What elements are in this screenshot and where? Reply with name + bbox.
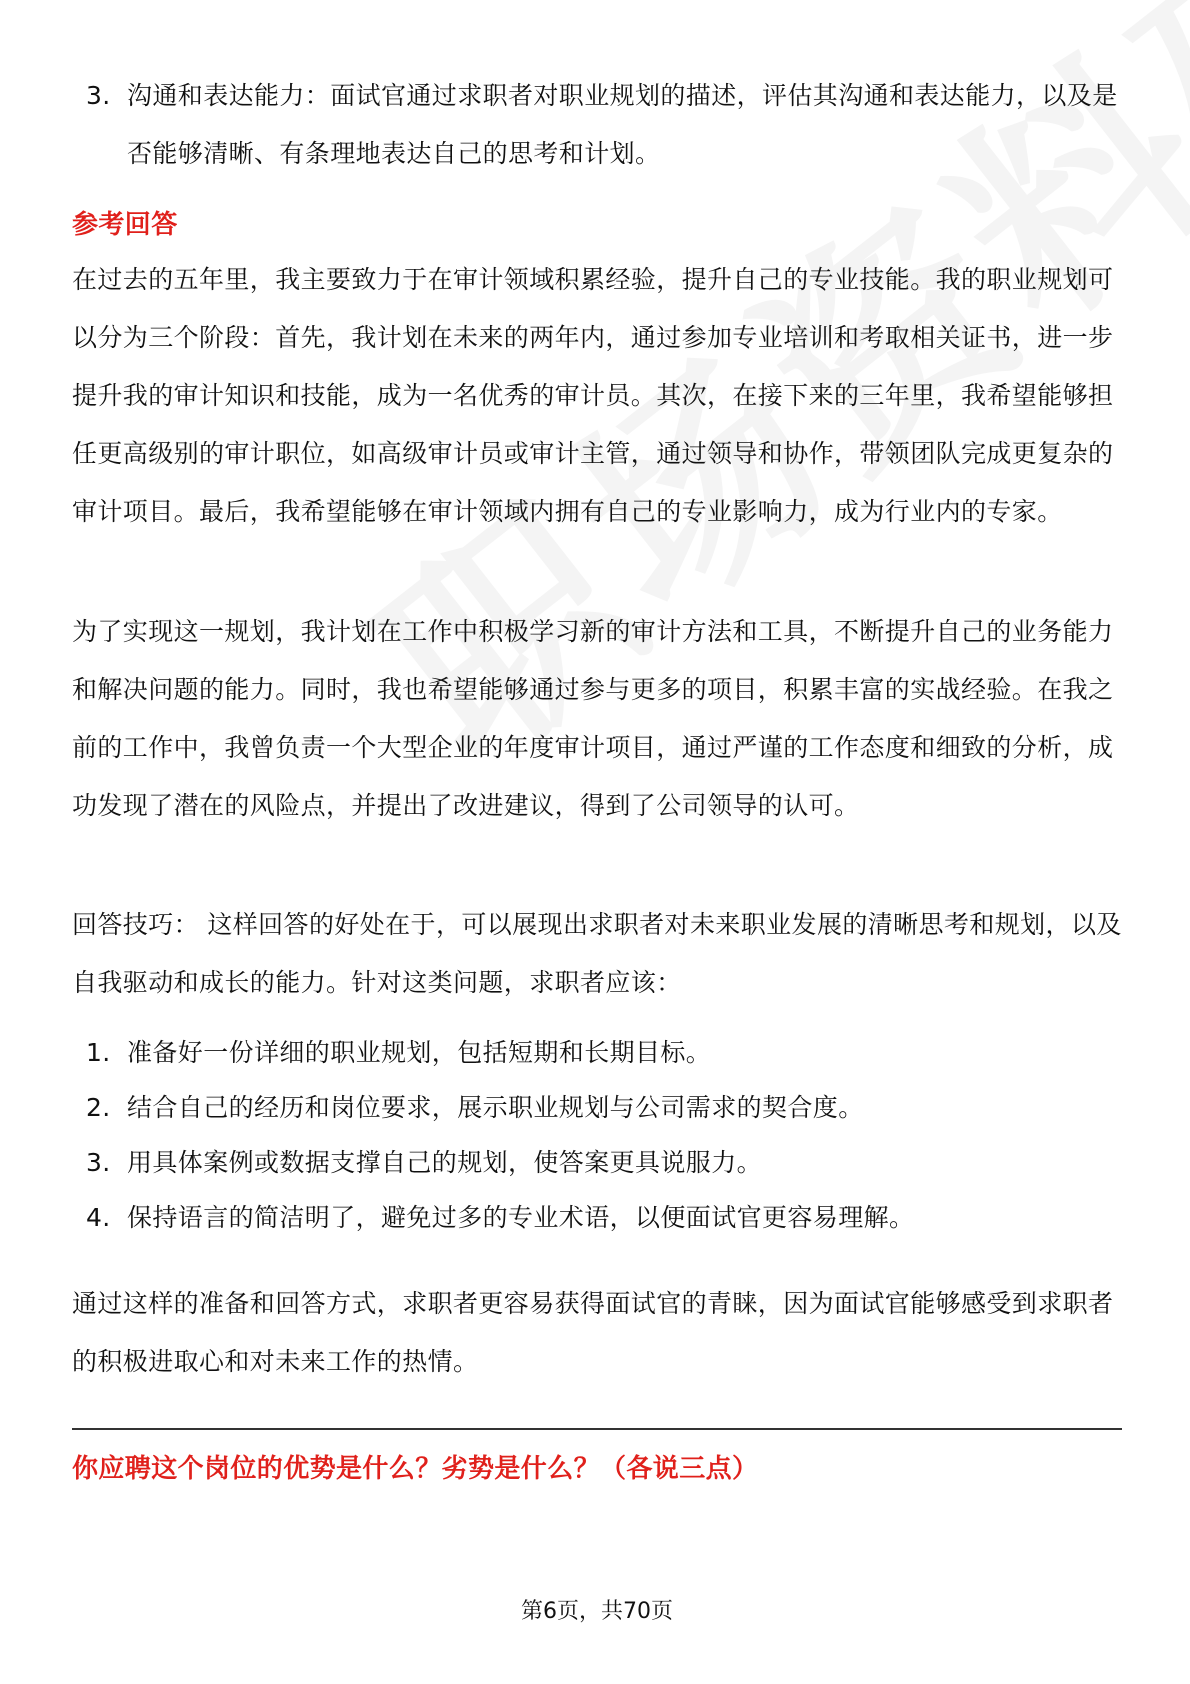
answer-tips-intro: 回答技巧： 这样回答的好处在于，可以展现出求职者对未来职业发展的清晰思考和规划，以及自我驱动和成长的能力。针对这类问题，求职者应该： xyxy=(72,910,1122,997)
list-number: 4. xyxy=(86,1203,111,1232)
list-text: 用具体案例或数据支撑自己的规划，使答案更具说服力。 xyxy=(127,1148,763,1177)
list-item xyxy=(72,1135,1122,1190)
list-number: 3. xyxy=(86,81,111,110)
list-text: 准备好一份详细的职业规划，包括短期和长期目标。 xyxy=(127,1038,712,1067)
list-text: 沟通和表达能力：面试官通过求职者对职业规划的描述，评估其沟通和表达能力，以及是否能够清晰、有条理地表达自己的思考和计划。 xyxy=(127,81,1118,168)
next-question-heading: 你应聘这个岗位的优势是什么？劣势是什么？（各说三点） xyxy=(72,1454,759,1484)
answer-paragraph-2: 为了实现这一规划，我计划在工作中积极学习新的审计方法和工具，不断提升自己的业务能力和解决问题的能力。同时，我也希望能够通过参与更多的项目，积累丰富的实战经验。在我之前的工作中，我曾负责一个大型企业的年度审计项目，通过严谨的工作态度和细致的分析，成功发现了潜在的风险点，并提出了改进建议，得到了公司领导的认可。 xyxy=(72,617,1114,820)
list-item xyxy=(72,1080,1122,1135)
list-item xyxy=(72,67,1122,183)
answer-paragraph-1: 在过去的五年里，我主要致力于在审计领域积累经验，提升自己的专业技能。我的职业规划可以分为三个阶段：首先，我计划在未来的两年内，通过参加专业培训和考取相关证书，进一步提升我的审计知识和技能，成为一名优秀的审计员。其次，在接下来的三年里，我希望能够担任更高级别的审计职位，如高级审计员或审计主管，通过领导和协作，带领团队完成更复杂的审计项目。最后，我希望能够在审计领域内拥有自己的专业影响力，成为行业内的专家。 xyxy=(72,265,1114,526)
conclusion-paragraph: 通过这样的准备和回答方式，求职者更容易获得面试官的青睐，因为面试官能够感受到求职者的积极进取心和对未来工作的热情。 xyxy=(72,1289,1114,1376)
list-text: 保持语言的简洁明了，避免过多的专业术语，以便面试官更容易理解。 xyxy=(127,1203,915,1232)
section-divider xyxy=(72,1428,1122,1430)
list-item xyxy=(72,1190,1122,1245)
tips-list xyxy=(72,1025,1122,1245)
reference-answer-heading: 参考回答 xyxy=(72,210,178,240)
page-number: 第6页，共70页 xyxy=(521,1599,673,1624)
document-page xyxy=(72,0,1122,1684)
list-item xyxy=(72,1025,1122,1080)
list-number: 1. xyxy=(86,1038,111,1067)
list-number: 3. xyxy=(86,1148,111,1177)
list-number: 2. xyxy=(86,1093,111,1122)
list-text: 结合自己的经历和岗位要求，展示职业规划与公司需求的契合度。 xyxy=(127,1093,864,1122)
criteria-list-continued xyxy=(72,67,1122,183)
